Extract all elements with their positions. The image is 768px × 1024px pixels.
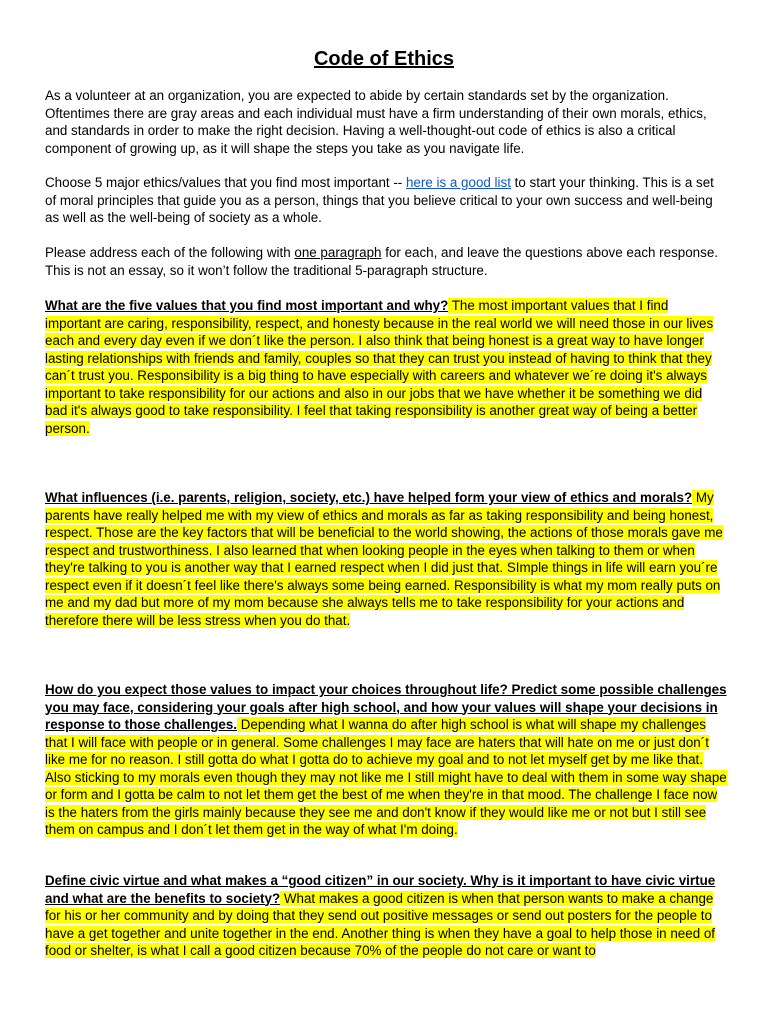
intro-paragraph: As a volunteer at an organization, you are expected to abide by certain standards set by the organization. Oftentimes there are gray areas and each individual must have a firm understanding of their own morals, ethics, and standards in order to make the right decision. Having a well-thought-out code of ethics is also a critical component of growing up, as it will shape the steps you take as you navigate life. [45,88,707,156]
question-2: What influences (i.e. parents, religion, society, etc.) have helped form your view of ethics and morals? [45,490,693,505]
choose-text-after: to start your thinking. This is a set of moral principles that guide you as a person, things that you believe critical to your own success and well-being as well as the well-being of society as a whole. [45,175,714,225]
answer-4: What makes a good citizen is when that person wants to make a change for his or her community and by doing that they send out positive messages or send out posters for the people to have a get together and unite together in the end. Another thing is when they have a goal to help those in need of food or shelter, is what I call a good citizen because 70% of the people do not care or want to [45,890,716,958]
section-2 [45,489,727,629]
address-text-before: Please address each of the following with [45,245,295,260]
section-4 [45,872,727,960]
choose-paragraph [45,174,727,227]
choose-text-before: Choose 5 major ethics/values that you find most important -- [45,175,406,190]
address-paragraph [45,244,727,279]
answer-3: Depending what I wanna do after high school is what will shape my challenges that I will face with people or in general. Some challenges I may face are haters that will hate on me or just don´t like me for no reason. I still gotta do what I gotta do to achieve my goal and to not let myself get by me like that. Also sticking to my morals even though they may not like me I still might have to deal with them in some way shape or form and I gotta be calm to not let them get the best of me when they're in that mood. The challenge I face now is the haters from the girls mainly because they see me and don't know if they would like me or not but I still see them on campus and I don´t let them get in the way of what I'm doing. [45,717,727,837]
section-3 [45,681,727,839]
answer-1: The most important values that I find important are caring, responsibility, respect, and honesty because in the real world we will need those in our lives each and every day even if we don´t like the person. I also think that being honest is a great way to have longer lasting relationships with friends and family, couples so that they can trust you instead of having to think that they can´t trust you. Responsibility is a big thing to have especially with careers and whatever we´re doing it's always important to take responsibility for our actions and also in our jobs that we have whether it be something we did bad it's always good to take responsibility. I feel that taking responsibility is another great way of being a better person. [45,298,714,436]
section-1 [45,297,727,437]
answer-2: My parents have really helped me with my view of ethics and morals as far as taking responsibility and being honest, respect. Those are the key factors that will be beneficial to the world showing, the actions of those morals gave me respect and trustworthiness. I also learned that when looking people in the eyes when talking to them or when they're talking to you is another way that I earned respect when I did just that. SImple things in life will earn you´re respect even if it doesn´t feel like there's always some being earned. Responsibility is what my mom really puts on me and my dad but more of my mom because she always tells me to take responsibility for your actions and therefore there will be less stress when you do that. [45,490,723,628]
address-text-after: for each, and leave the questions above each response. This is not an essay, so it won’t follow the traditional 5-paragraph structure. [45,245,718,278]
page-title: Code of Ethics [313,48,454,70]
good-list-link[interactable]: here is a good list [405,175,511,190]
question-4: Define civic virtue and what makes a “good citizen” in our society. Why is it important to have civic virtue and what are the benefits to society? [45,873,716,906]
question-1: What are the five values that you find most important and why? [45,298,449,313]
one-paragraph-underline: one paragraph [294,245,382,260]
question-3: How do you expect those values to impact your choices throughout life? Predict some possible challenges you may face, considering your goals after high school, and how your values will shape your decisions in response to those challenges. [45,682,727,732]
